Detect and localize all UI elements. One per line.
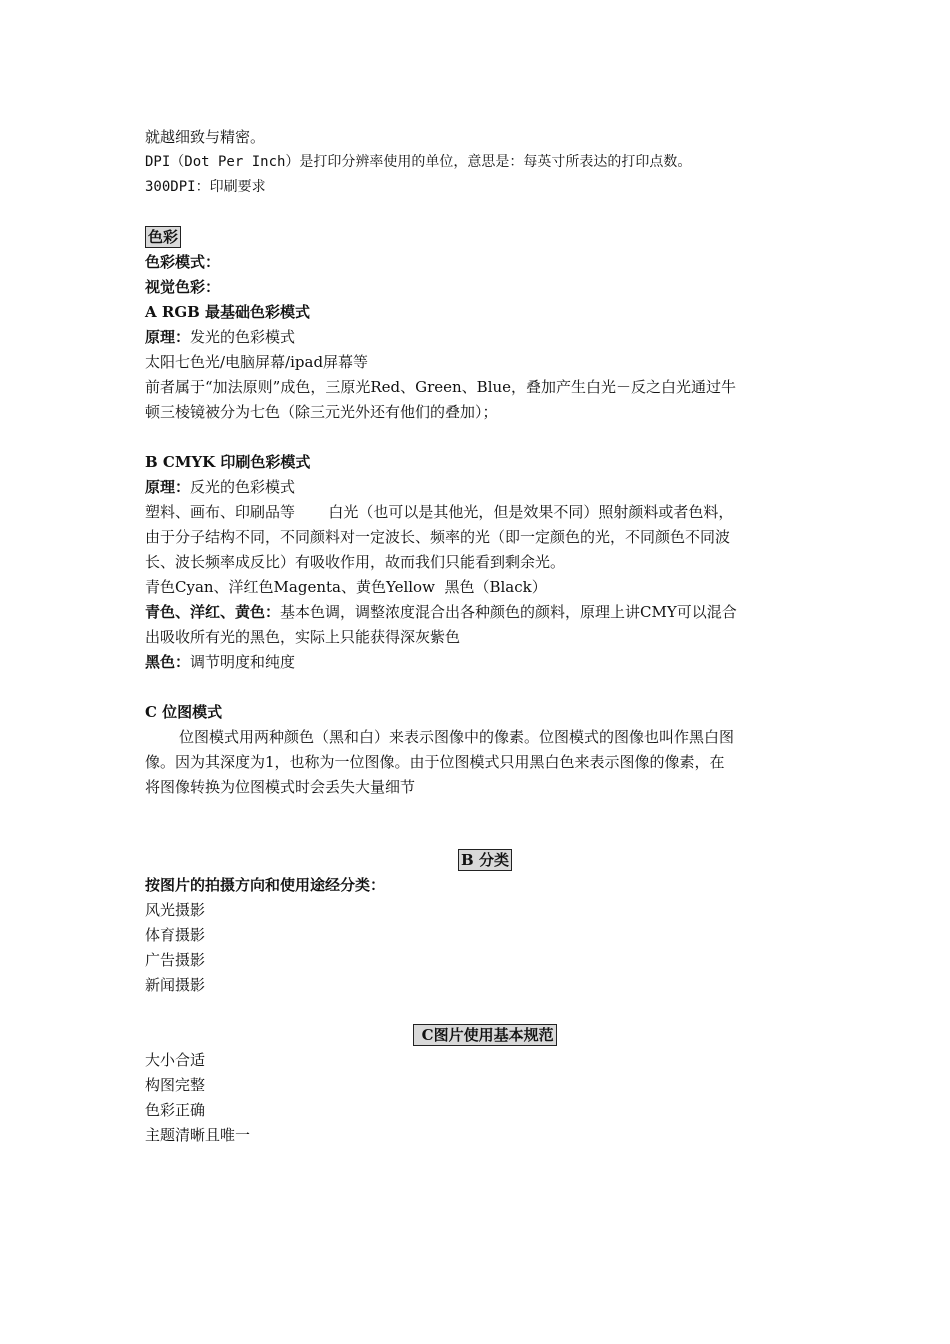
norm-heading: C图片使用基本规范 — [413, 1024, 556, 1046]
rgb-examples: 太阳七色光/电脑屏幕/ipad屏幕等 — [145, 353, 369, 371]
cmy-line-2: 出吸收所有光的黑色，实际上只能获得深灰紫色 — [145, 628, 461, 646]
bitmap-line-3: 将图像转换为位图模式时会丢失大量细节 — [145, 778, 416, 796]
bitmap-line-1: 位图模式用两种颜色（黑和白）来表示图像中的像素。位图模式的图像也叫作黑白图 — [179, 728, 735, 746]
norm-item: 主题清晰且唯一 — [145, 1126, 251, 1144]
classify-subtitle: 按图片的拍摄方向和使用途经分类： — [145, 876, 386, 894]
classify-heading: B 分类 — [458, 849, 512, 871]
cmy-text: 基本色调，调整浓度混合出各种颜色的颜料，原理上讲CMY可以混合 — [280, 603, 737, 621]
bitmap-title: C 位图模式 — [145, 703, 223, 721]
cmyk-title: B CMYK 印刷色彩模式 — [145, 453, 311, 471]
rgb-title: A RGB 最基础色彩模式 — [145, 303, 311, 321]
color-heading-row — [145, 226, 181, 248]
bitmap-line-2: 像。因为其深度为1，也称为一位图像。由于位图模式只用黑白色来表示图像的像素，在 — [145, 753, 725, 771]
rgb-desc-line-2: 顿三棱镜被分为七色（除三元光外还有他们的叠加）； — [145, 403, 498, 421]
cmy-line — [145, 601, 737, 623]
color-heading: 色彩 — [145, 226, 181, 248]
cmyk-principle — [145, 476, 295, 498]
rgb-principle-text: 发光的色彩模式 — [190, 328, 296, 346]
norm-item: 构图完整 — [145, 1076, 206, 1094]
classify-item: 体育摄影 — [145, 926, 206, 944]
color-mode-label: 色彩模式： — [145, 253, 221, 271]
cmyk-principle-label: 原理： — [145, 478, 191, 496]
classify-item: 风光摄影 — [145, 901, 206, 919]
black-text: 调节明度和纯度 — [190, 653, 296, 671]
intro-line-2: DPI（Dot Per Inch）是打印分辨率使用的单位，意思是：每英寸所表达的打印点数。 — [145, 154, 692, 170]
rgb-principle — [145, 326, 295, 348]
norm-heading-row — [145, 1024, 825, 1046]
norm-item: 色彩正确 — [145, 1101, 206, 1119]
cmyk-colors-line: 青色Cyan、洋红色Magenta、黄色Yellow 黑色（Black） — [145, 578, 547, 596]
classify-item: 新闻摄影 — [145, 976, 206, 994]
rgb-principle-label: 原理： — [145, 328, 191, 346]
norm-item: 大小合适 — [145, 1051, 206, 1069]
cmyk-desc-line-3: 长、波长频率成反比）有吸收作用，故而我们只能看到剩余光。 — [145, 553, 566, 571]
rgb-desc-line-1: 前者属于“加法原则”成色，三原光Red、Green、Blue，叠加产生白光－反之白光通过牛 — [145, 378, 737, 396]
intro-line-3: 300DPI：印刷要求 — [145, 179, 266, 195]
cmy-label: 青色、洋红、黄色： — [145, 603, 281, 621]
black-label: 黑色： — [145, 653, 191, 671]
cmyk-principle-text: 反光的色彩模式 — [190, 478, 296, 496]
classify-item: 广告摄影 — [145, 951, 206, 969]
black-line — [145, 651, 295, 673]
intro-line-1: 就越细致与精密。 — [145, 128, 266, 146]
cmyk-desc-line-1: 塑料、画布、印刷品等 白光（也可以是其他光，但是效果不同）照射颜料或者色料， — [145, 503, 734, 521]
classify-heading-row — [145, 849, 825, 871]
visual-color-label: 视觉色彩： — [145, 278, 221, 296]
cmyk-desc-line-2: 由于分子结构不同，不同颜料对一定波长、频率的光（即一定颜色的光，不同颜色不同波 — [145, 528, 731, 546]
